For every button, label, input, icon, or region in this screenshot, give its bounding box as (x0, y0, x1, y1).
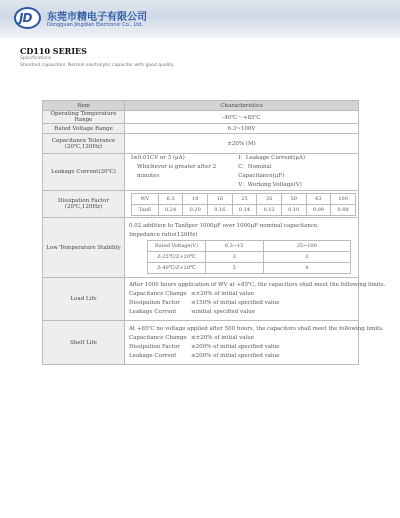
dissipation-label-line2: (20℃,120Hz) (64, 204, 103, 210)
row-shelf-life (43, 321, 359, 365)
company-logo (14, 7, 41, 29)
load-lc-value: ≤initial specified value (191, 309, 255, 315)
load-life-cap (125, 290, 358, 299)
load-lc-label: Leakage Current (129, 309, 177, 315)
header-characteristics: Characteristics (125, 101, 359, 111)
shelf-lc-value: ≤200% of initial specified value (191, 352, 280, 359)
impedance-z40-value1: 5 (205, 262, 263, 273)
row-temperature (43, 111, 359, 124)
logo-text: JD (19, 11, 32, 25)
shelf-df-label: Dissipation Factor (129, 343, 180, 350)
low-temp-note1: 0.02 addition to Tanδper 1000μF over 1000μF nominal capacitance. (129, 222, 320, 229)
dissipation-tan-cell: 0.24 (158, 204, 183, 215)
low-temp-label: Low Temperature Stability (43, 218, 125, 278)
capacitance-label (43, 134, 125, 154)
dissipation-tan-cell: 0.20 (183, 204, 208, 215)
dissipation-wv-cell: 50 (281, 193, 306, 204)
leakage-i-legend: I：Leakage Current(μA) (238, 155, 306, 161)
dissipation-tan-cell: 0.14 (232, 204, 257, 215)
impedance-rv-label: Rated Voltage(V) (148, 240, 206, 251)
row-leakage (43, 154, 359, 191)
series-title: CD110 SERIES (20, 46, 87, 56)
row-voltage (43, 124, 359, 134)
dissipation-tan-row (132, 204, 356, 215)
dissipation-label (43, 191, 125, 218)
dissipation-subtable (131, 193, 356, 216)
dissipation-wv-row (132, 193, 356, 204)
shelf-life-lc (125, 352, 358, 361)
dissipation-wv-cell: 10 (183, 193, 208, 204)
voltage-value: 6.3~100V (125, 124, 359, 134)
impedance-rv-range1: 6.3~15 (205, 240, 263, 251)
shelf-life-cap (125, 334, 358, 343)
shelf-cap-label: Capacitance Change (129, 334, 187, 341)
load-life-label: Load Life (43, 278, 125, 321)
company-name-en: Dongguan Jingdian Electronic Co., Ltd. (47, 22, 143, 28)
dissipation-tan-cell: 0.10 (281, 204, 306, 215)
impedance-z25-value2: 3 (263, 251, 351, 262)
leakage-v-legend: V：Working Voltage(V) (238, 182, 302, 188)
row-dissipation (43, 191, 359, 218)
impedance-z25-label: Z-25℃/Z+20℃ (148, 251, 206, 262)
shelf-life-df (125, 343, 358, 352)
dissipation-wv-cell: 100 (331, 193, 356, 204)
dissipation-tan-cell: 0.16 (208, 204, 233, 215)
capacitance-label-line2: (20℃,120Hz) (64, 143, 103, 150)
dissipation-wv-cell: 35 (257, 193, 282, 204)
load-life-value (125, 278, 386, 321)
low-temp-value (125, 218, 359, 278)
impedance-z40-row (148, 262, 351, 273)
row-capacitance (43, 134, 359, 154)
load-life-intro: After 1000 hours application of WV at +85℃, the capacitors shall meet the following limits. (129, 282, 386, 288)
table-header-row (43, 101, 359, 111)
impedance-rv-range2: 25~100 (263, 240, 351, 251)
dissipation-tan-cell: 0.09 (306, 204, 331, 215)
leakage-value (125, 154, 359, 191)
shelf-life-intro: At +85℃ no voltage applied after 500 hours, the capacitors shall meet the following limits. (129, 325, 384, 332)
impedance-subtable (147, 240, 351, 274)
low-temp-note2: Impedance ratio(120Hz) (129, 231, 198, 238)
company-header (0, 0, 400, 38)
row-low-temperature (43, 218, 359, 278)
impedance-z25-row (148, 251, 351, 262)
capacitance-label-line1: Capacitance Tolerance (51, 137, 116, 144)
dissipation-value (125, 191, 359, 218)
temp-value: -40℃～+85℃ (125, 111, 359, 124)
dissipation-wv-label: WV (132, 193, 159, 204)
dissipation-wv-cell: 63 (306, 193, 331, 204)
company-name-cn: 东莞市精电子有限公司 (47, 12, 147, 23)
dissipation-label-line1: Dissipation Factor (58, 198, 109, 204)
shelf-df-value: ≤200% of initial specified value (191, 343, 280, 350)
load-cap-label: Capacitance Change (129, 291, 187, 297)
capacitance-value: ±20% (M) (125, 134, 359, 154)
load-df-value: ≤150% of initial specified value (191, 300, 280, 306)
shelf-cap-value: ≤±20% of initial value (191, 334, 255, 341)
impedance-z25-value1: 3 (205, 251, 263, 262)
load-df-label: Dissipation Factor (129, 300, 180, 306)
leakage-note: Whichever is greater after 2 minutes (137, 164, 217, 179)
shelf-life-value (125, 321, 384, 365)
leakage-formula: I≤0.01CV or 3 (μA) (131, 155, 185, 161)
impedance-header-row (148, 240, 351, 251)
header-item: Item (43, 101, 125, 111)
dissipation-wv-cell: 25 (232, 193, 257, 204)
temp-label: Operating Temperature Range (43, 111, 125, 124)
dissipation-tan-cell: 0.12 (257, 204, 282, 215)
load-life-df (125, 299, 358, 308)
impedance-z40-value2: 4 (263, 262, 351, 273)
dissipation-wv-cell: 6.3 (158, 193, 183, 204)
dissipation-tan-cell: 0.08 (331, 204, 356, 215)
voltage-label: Rated Voltage Range (43, 124, 125, 134)
impedance-z40-label: Z-40℃/Z+20℃ (148, 262, 206, 273)
dissipation-wv-cell: 16 (208, 193, 233, 204)
load-cap-value: ≤±20% of initial value (191, 291, 255, 297)
leakage-label: Leakage Current(20℃) (43, 154, 125, 191)
dissipation-tan-label: Tanδ (132, 204, 159, 215)
spec-table (42, 100, 386, 365)
leakage-c-legend: C：Nominal Capacitance(μF) (238, 164, 285, 179)
shelf-lc-label: Leakage Current (129, 352, 177, 359)
row-load-life (43, 278, 359, 321)
load-life-lc (125, 308, 358, 317)
subtitle-description: Standard capacitors. Normal electrolytic capacitor with good quality. (20, 63, 175, 68)
shelf-life-label: Shelf Life (43, 321, 125, 365)
subtitle-specifications: Specifications (20, 56, 52, 61)
